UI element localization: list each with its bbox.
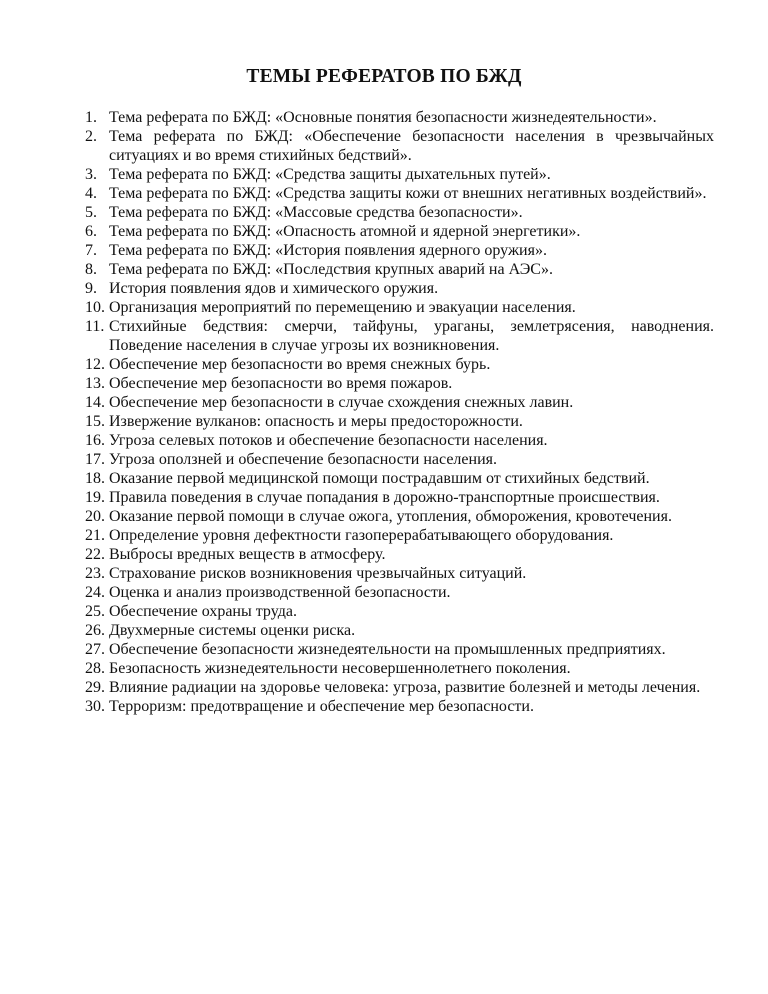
topic-number: 6. xyxy=(85,223,97,240)
topic-item xyxy=(85,507,714,526)
topic-number: 29. xyxy=(85,679,105,696)
topic-number: 27. xyxy=(85,641,105,658)
topic-number: 8. xyxy=(85,261,97,278)
topic-number: 2. xyxy=(85,128,97,145)
topic-text: История появления ядов и химического оружия. xyxy=(109,280,439,297)
topic-item xyxy=(85,678,714,697)
topic-text: Организация мероприятий по перемещению и эвакуации населения. xyxy=(109,299,576,316)
topic-text: Оказание первой медицинской помощи пострадавшим от стихийных бедствий. xyxy=(109,470,650,487)
topic-number: 13. xyxy=(85,375,105,392)
topic-number: 17. xyxy=(85,451,105,468)
topic-number: 20. xyxy=(85,508,105,525)
topic-text: Угроза селевых потоков и обеспечение безопасности населения. xyxy=(109,432,548,449)
topic-number: 15. xyxy=(85,413,105,430)
topic-text: Страхование рисков возникновения чрезвычайных ситуаций. xyxy=(109,565,527,582)
topic-item xyxy=(85,697,714,716)
topic-item xyxy=(85,108,714,127)
topic-item xyxy=(85,526,714,545)
topic-text: Обеспечение мер безопасности в случае схождения снежных лавин. xyxy=(109,394,574,411)
topic-number: 23. xyxy=(85,565,105,582)
topic-text: Тема реферата по БЖД: «Массовые средства безопасности». xyxy=(109,204,523,221)
topic-text: Тема реферата по БЖД: «Опасность атомной и ядерной энергетики». xyxy=(109,223,581,240)
topic-item xyxy=(85,203,714,222)
topic-number: 12. xyxy=(85,356,105,373)
topic-item xyxy=(85,374,714,393)
topic-text: Определение уровня дефектности газоперерабатывающего оборудования. xyxy=(109,527,614,544)
topic-item xyxy=(85,222,714,241)
topic-item xyxy=(85,317,714,355)
topic-item xyxy=(85,127,714,165)
topic-text: Тема реферата по БЖД: «Средства защиты кожи от внешних негативных воздействий». xyxy=(109,185,707,202)
topic-text: Тема реферата по БЖД: «Обеспечение безопасности населения в чрезвычайных ситуациях и во время стихийных бедствий». xyxy=(109,128,714,164)
topic-item xyxy=(85,165,714,184)
topic-number: 26. xyxy=(85,622,105,639)
topic-item xyxy=(85,640,714,659)
topic-text: Тема реферата по БЖД: «Последствия крупных аварий на АЭС». xyxy=(109,261,553,278)
topic-number: 9. xyxy=(85,280,97,297)
topics-list xyxy=(85,108,714,716)
topic-text: Стихийные бедствия: смерчи, тайфуны, ураганы, землетрясения, наводнения. Поведение населения в случае угрозы их возникновения. xyxy=(109,318,714,354)
topic-text: Терроризм: предотвращение и обеспечение мер безопасности. xyxy=(109,698,534,715)
topic-text: Угроза оползней и обеспечение безопасности населения. xyxy=(109,451,497,468)
topic-number: 11. xyxy=(85,318,105,335)
topic-item xyxy=(85,602,714,621)
topic-text: Оказание первой помощи в случае ожога, утопления, обморожения, кровотечения. xyxy=(109,508,672,525)
topic-number: 5. xyxy=(85,204,97,221)
topic-item xyxy=(85,241,714,260)
topic-text: Тема реферата по БЖД: «Средства защиты дыхательных путей». xyxy=(109,166,551,183)
topic-item xyxy=(85,260,714,279)
topic-number: 1. xyxy=(85,109,97,126)
topic-number: 16. xyxy=(85,432,105,449)
topic-item xyxy=(85,355,714,374)
topic-text: Обеспечение мер безопасности во время снежных бурь. xyxy=(109,356,491,373)
topic-number: 21. xyxy=(85,527,105,544)
topic-item xyxy=(85,659,714,678)
topic-number: 4. xyxy=(85,185,97,202)
topic-item xyxy=(85,469,714,488)
topic-number: 22. xyxy=(85,546,105,563)
topic-number: 28. xyxy=(85,660,105,677)
topic-text: Безопасность жизнедеятельности несовершеннолетнего поколения. xyxy=(109,660,571,677)
topic-number: 25. xyxy=(85,603,105,620)
topic-item xyxy=(85,184,714,203)
topic-text: Обеспечение безопасности жизнедеятельности на промышленных предприятиях. xyxy=(109,641,666,658)
topic-number: 14. xyxy=(85,394,105,411)
topic-text: Выбросы вредных веществ в атмосферу. xyxy=(109,546,386,563)
topic-item xyxy=(85,393,714,412)
topic-text: Тема реферата по БЖД: «Основные понятия безопасности жизнедеятельности». xyxy=(109,109,657,126)
topic-number: 24. xyxy=(85,584,105,601)
topic-text: Тема реферата по БЖД: «История появления ядерного оружия». xyxy=(109,242,547,259)
topic-text: Обеспечение охраны труда. xyxy=(109,603,297,620)
topic-item xyxy=(85,279,714,298)
topic-text: Извержение вулканов: опасность и меры предосторожности. xyxy=(109,413,523,430)
topic-item xyxy=(85,564,714,583)
topic-text: Обеспечение мер безопасности во время пожаров. xyxy=(109,375,453,392)
topic-item xyxy=(85,621,714,640)
topic-number: 7. xyxy=(85,242,97,259)
topic-number: 19. xyxy=(85,489,105,506)
topic-item xyxy=(85,488,714,507)
topic-item xyxy=(85,298,714,317)
document-title: ТЕМЫ РЕФЕРАТОВ ПО БЖД xyxy=(246,66,522,87)
topic-text: Правила поведения в случае попадания в дорожно-транспортные происшествия. xyxy=(109,489,660,506)
topic-number: 3. xyxy=(85,166,97,183)
topic-number: 30. xyxy=(85,698,105,715)
topic-text: Влияние радиации на здоровье человека: угроза, развитие болезней и методы лечения. xyxy=(109,679,701,696)
topic-number: 10. xyxy=(85,299,105,316)
topic-text: Двухмерные системы оценки риска. xyxy=(109,622,356,639)
topic-number: 18. xyxy=(85,470,105,487)
topic-item xyxy=(85,450,714,469)
topic-item xyxy=(85,431,714,450)
topic-text: Оценка и анализ производственной безопасности. xyxy=(109,584,451,601)
topic-item xyxy=(85,412,714,431)
topic-item xyxy=(85,545,714,564)
topic-item xyxy=(85,583,714,602)
